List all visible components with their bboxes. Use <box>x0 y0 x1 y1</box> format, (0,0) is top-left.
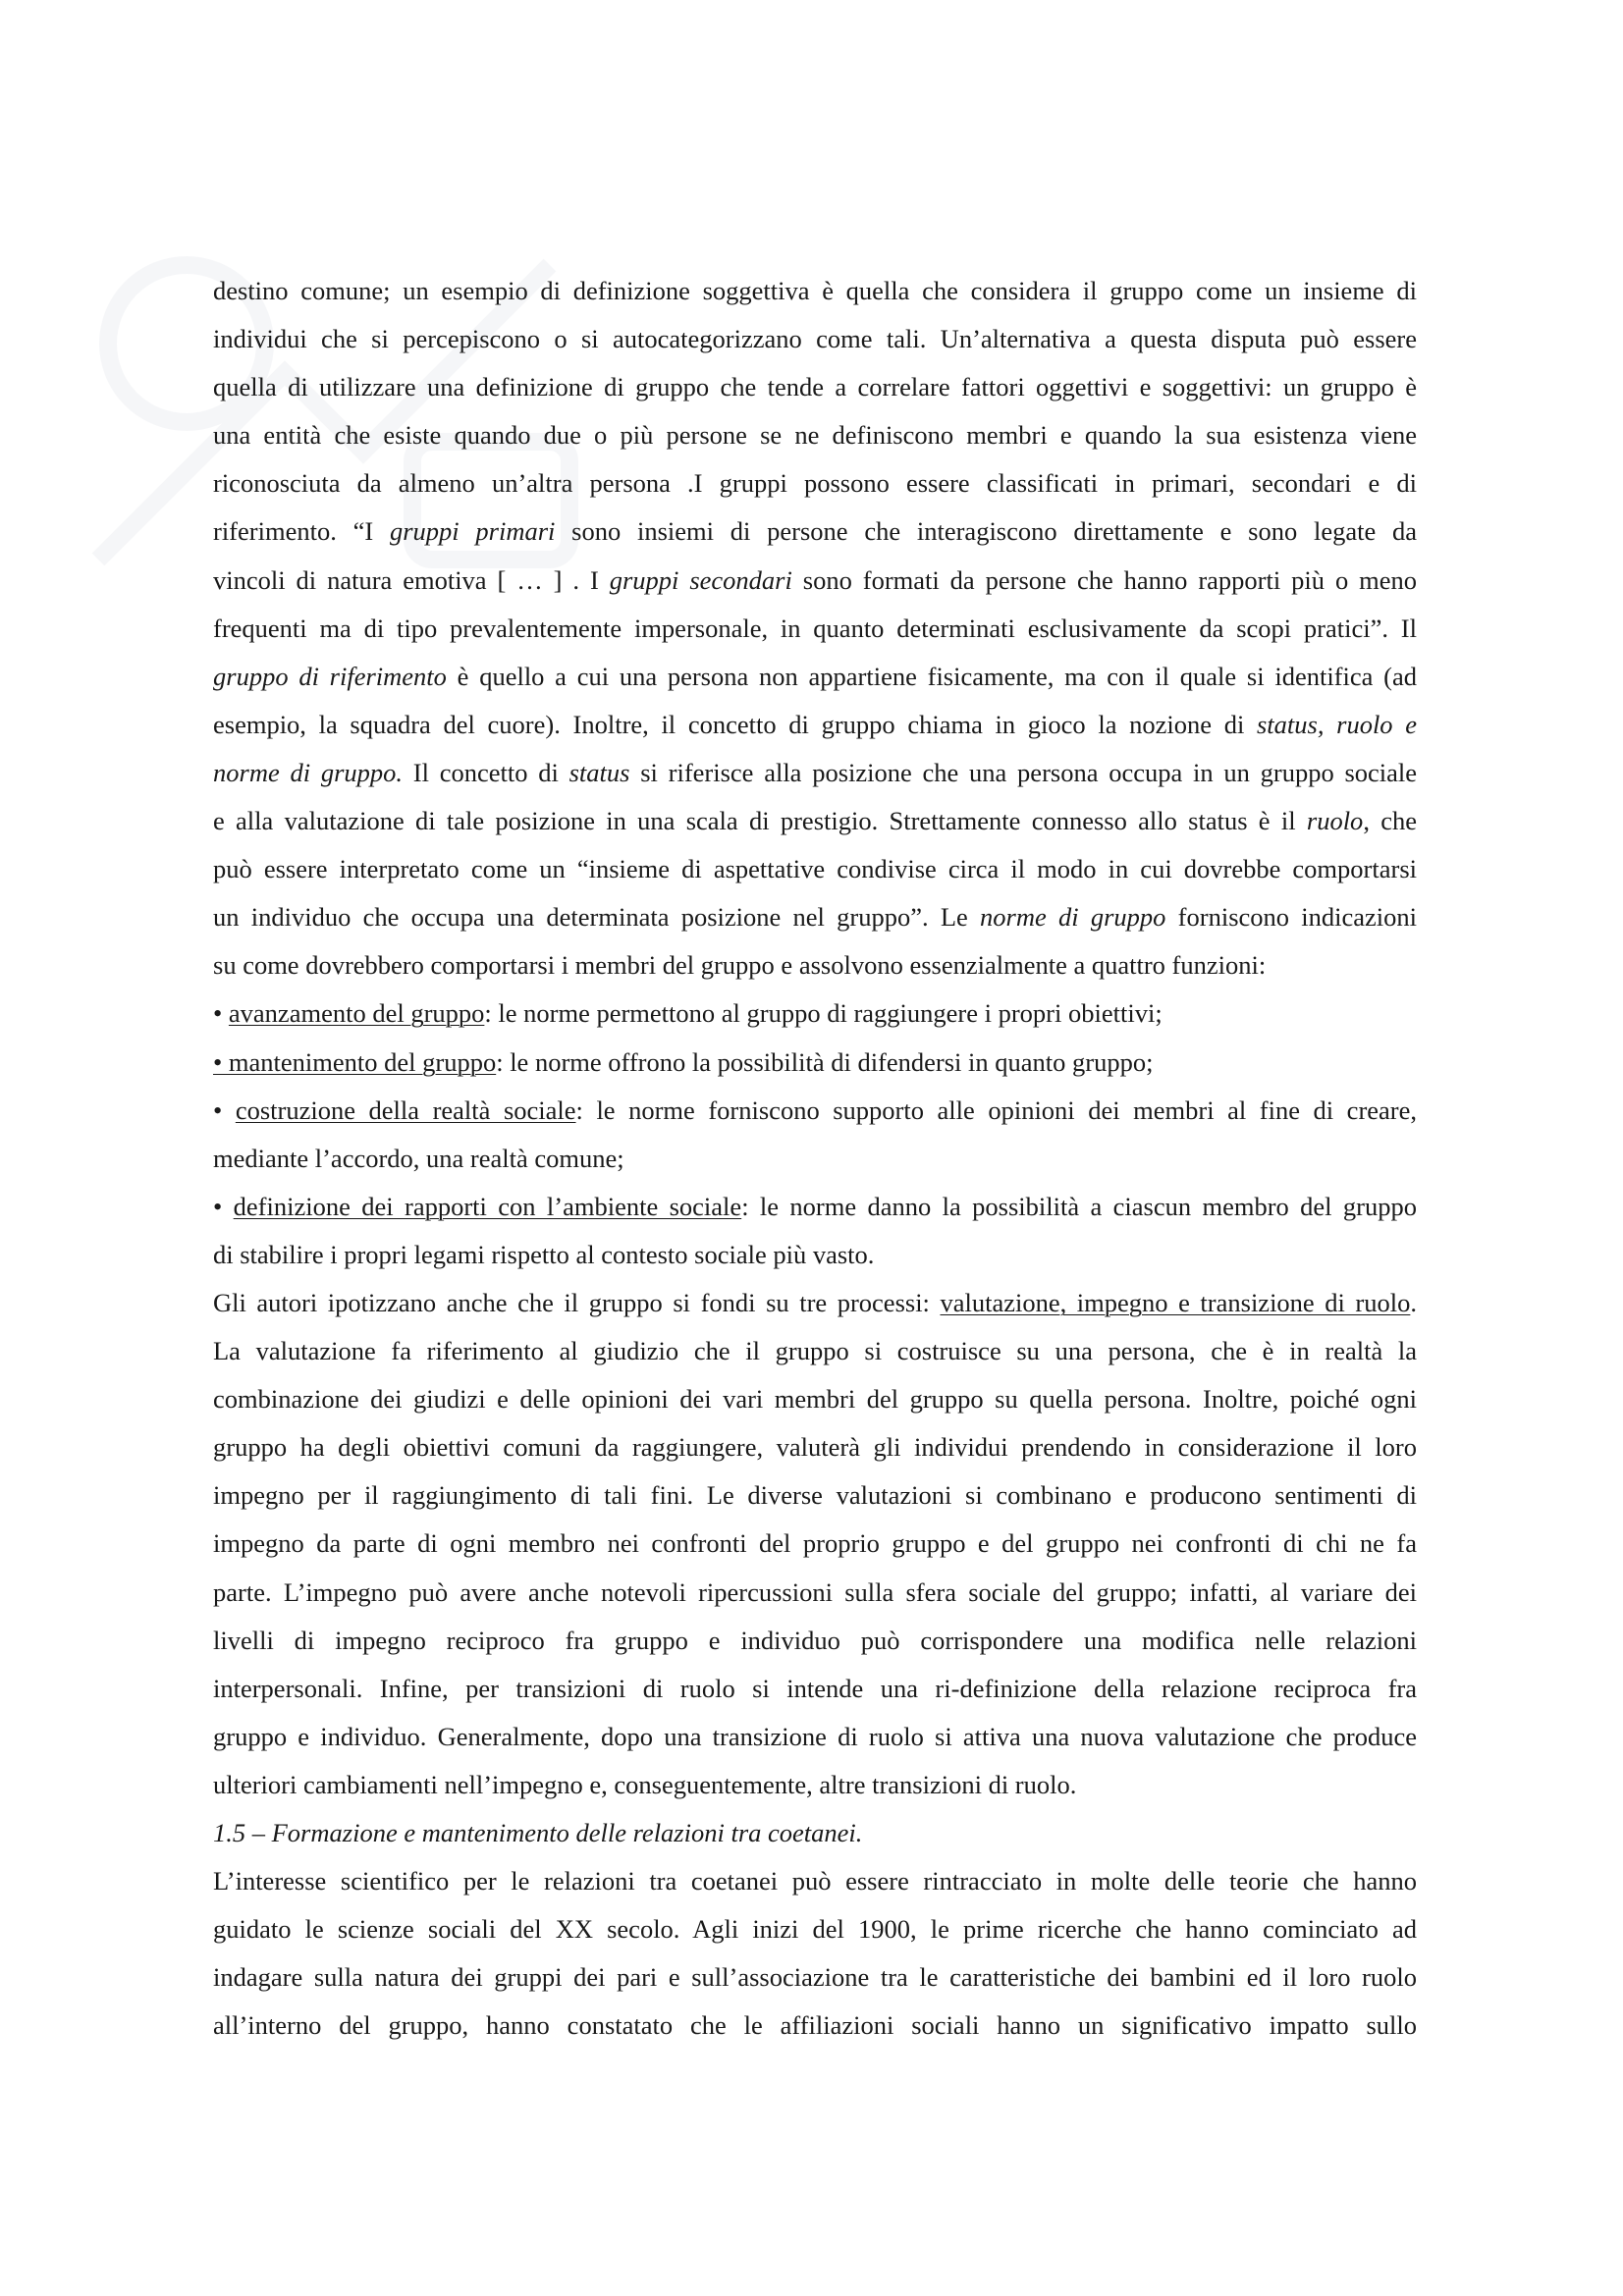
list-item-continuation: di stabilire i propri legami rispetto al contesto sociale più vasto. <box>213 1239 875 1269</box>
list-item: • definizione dei rapporti con l’ambiente sociale: le norme danno la possibilità a ciascun membro del gruppo <box>213 1191 1418 1221</box>
list-term: • mantenimento del gruppo <box>213 1046 497 1077</box>
paragraph-line: impegno da parte di ogni membro nei confronti del proprio gruppo e del gruppo nei confronti di chi ne fa <box>213 1528 1417 1559</box>
paragraph-line: frequenti ma di tipo prevalentemente impersonale, in quanto determinati esclusivamente da scopi pratici”. Il <box>213 613 1417 643</box>
list-term: avanzamento del gruppo <box>228 998 485 1029</box>
paragraph-line: indagare sulla natura dei gruppi dei pari e sull’associazione tra le caratteristiche dei bambini ed il loro ruolo <box>213 1962 1417 1993</box>
term-norme-di-gruppo: norme di gruppo. <box>213 757 404 787</box>
underlined-processes: valutazione, impegno e transizione di ruolo <box>940 1287 1411 1317</box>
term-norme-di-gruppo-2: norme di gruppo <box>980 902 1166 933</box>
paragraph-line: quella di utilizzare una definizione di gruppo che tende a correlare fattori oggettivi e soggettivi: un gruppo è <box>213 372 1417 402</box>
section-heading: 1.5 – Formazione e mantenimento delle relazioni tra coetanei. <box>213 1818 863 1847</box>
paragraph-line: Gli autori ipotizzano anche che il gruppo si fondi su tre processi: valutazione, impegno e transizione di ruolo. <box>213 1287 1417 1317</box>
paragraph-line: L’interesse scientifico per le relazioni tra coetanei può essere rintracciato in molte delle teorie che hanno <box>213 1866 1417 1896</box>
paragraph-line: destino comune; un esempio di definizione soggettiva è quella che considera il gruppo come un insieme di <box>213 276 1417 305</box>
term-gruppi-secondari: gruppi secondari <box>609 564 792 595</box>
paragraph-line: guidato le scienze sociali del XX secolo. Agli inizi del 1900, le prime ricerche che hanno cominciato ad <box>213 1914 1417 1945</box>
list-item-continuation: mediante l’accordo, una realtà comune; <box>213 1143 624 1173</box>
paragraph-line: riconosciuta da almeno un’altra persona .I gruppi possono essere classificati in primari, secondari e di <box>213 468 1417 499</box>
term-status-ruolo: status, ruolo e <box>1256 709 1417 739</box>
term-status: status <box>568 757 630 787</box>
paragraph-line: individui che si percepiscono o si autocategorizzano come tali. Un’alternativa a questa disputa può essere <box>213 324 1417 354</box>
paragraph-line: gruppo di riferimento è quello a cui una persona non appartiene fisicamente, ma con il quale si identifica (ad <box>213 661 1417 691</box>
paragraph-line: su come dovrebbero comportarsi i membri del gruppo e assolvono essenzialmente a quattro funzioni: <box>213 950 1267 981</box>
list-item: • avanzamento del gruppo: le norme permettono al gruppo di raggiungere i propri obiettivi; <box>213 998 1163 1029</box>
paragraph-line: La valutazione fa riferimento al giudizio che il gruppo si costruisce su una persona, che è in realtà la <box>213 1336 1417 1366</box>
list-item: • mantenimento del gruppo: le norme offrono la possibilità di difendersi in quanto gruppo; <box>213 1046 1154 1077</box>
list-term: costruzione della realtà sociale <box>235 1095 576 1125</box>
term-gruppi-primari: gruppi primari <box>389 516 556 547</box>
paragraph-line: all’interno del gruppo, hanno constatato che le affiliazioni sociali hanno un significativo impatto sullo <box>213 2010 1417 2041</box>
paragraph-line: una entità che esiste quando due o più persone se ne definiscono membri e quando la sua esistenza viene <box>213 420 1417 451</box>
paragraph-line: combinazione dei giudizi e delle opinioni dei vari membri del gruppo su quella persona. Inoltre, poiché ogni <box>213 1384 1417 1415</box>
paragraph-line: gruppo ha degli obiettivi comuni da raggiungere, valuterà gli individui prendendo in considerazione il loro <box>213 1432 1417 1463</box>
term-gruppo-di-riferimento: gruppo di riferimento <box>213 661 447 691</box>
term-ruolo: ruolo <box>1306 806 1364 836</box>
paragraph-line: interpersonali. Infine, per transizioni di ruolo si intende una ri-definizione della relazione reciproca fra <box>213 1673 1417 1703</box>
paragraph-line: esempio, la squadra del cuore). Inoltre, il concetto di gruppo chiama in gioco la nozione di status, ruolo e <box>213 709 1417 739</box>
paragraph-line: e alla valutazione di tale posizione in una scala di prestigio. Strettamente connesso allo status è il ruolo, che <box>213 806 1417 836</box>
paragraph-line: livelli di impegno reciproco fra gruppo e individuo può corrispondere una modifica nelle relazioni <box>213 1625 1417 1655</box>
list-term: definizione dei rapporti con l’ambiente sociale <box>233 1191 742 1221</box>
paragraph-line: gruppo e individuo. Generalmente, dopo una transizione di ruolo si attiva una nuova valutazione che produce <box>213 1721 1417 1751</box>
paragraph-line: riferimento. “I gruppi primari sono insiemi di persone che interagiscono direttamente e sono legate da <box>213 516 1417 547</box>
paragraph-line: può essere interpretato come un “insieme di aspettative condivise circa il modo in cui dovrebbe comportarsi <box>213 854 1417 884</box>
paragraph-line: un individuo che occupa una determinata posizione nel gruppo”. Le norme di gruppo forniscono indicazioni <box>213 902 1418 933</box>
paragraph-line: impegno per il raggiungimento di tali fini. Le diverse valutazioni si combinano e producono sentimenti di <box>213 1480 1417 1511</box>
paragraph-line: vincoli di natura emotiva [ … ] . I gruppi secondari sono formati da persone che hanno rapporti più o meno <box>213 564 1417 595</box>
paragraph-line: parte. L’impegno può avere anche notevoli ripercussioni sulla sfera sociale del gruppo; infatti, al variare dei <box>213 1576 1417 1607</box>
paragraph-line: ulteriori cambiamenti nell’impegno e, conseguentemente, altre transizioni di ruolo. <box>213 1769 1077 1799</box>
document-body <box>213 267 1417 2050</box>
paragraph-line: norme di gruppo. Il concetto di status si riferisce alla posizione che una persona occupa in un gruppo sociale <box>213 757 1418 787</box>
list-item: • costruzione della realtà sociale: le norme forniscono supporto alle opinioni dei membri al fine di creare, <box>213 1095 1417 1125</box>
